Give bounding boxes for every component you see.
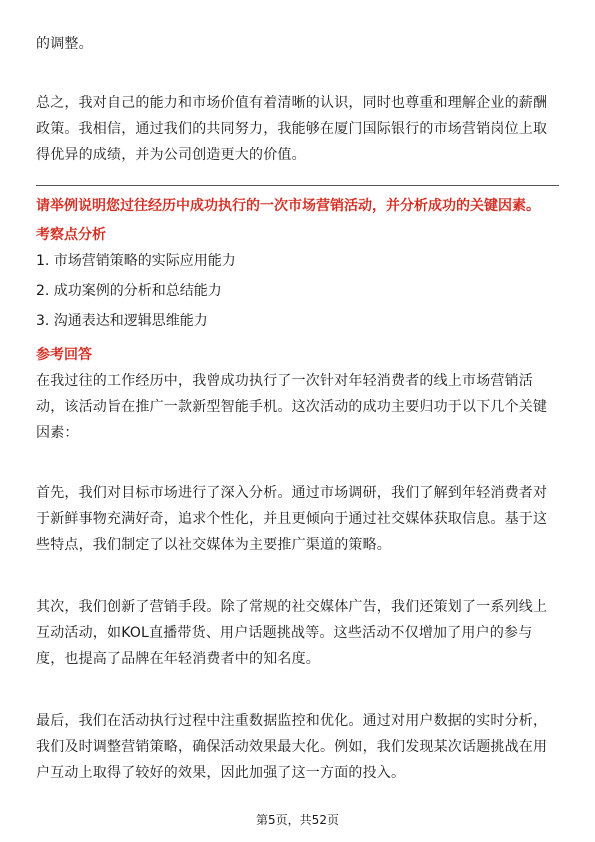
analysis-point: 1. 市场营销策略的实际应用能力 <box>36 253 236 269</box>
answer-paragraph: 在我过往的工作经历中，我曾成功执行了一次针对年轻消费者的线上市场营销活动，该活动旨在推广一款新型智能手机。这次活动的成功主要归功于以下几个关键因素： <box>36 373 548 441</box>
interview-question: 请举例说明您过往经历中成功执行的一次市场营销活动，并分析成功的关键因素。 <box>36 198 540 214</box>
analysis-point: 3. 沟通表达和逻辑思维能力 <box>36 313 208 329</box>
answer-paragraph: 首先，我们对目标市场进行了深入分析。通过市场调研，我们了解到年轻消费者对于新鲜事物充满好奇，追求个性化，并且更倾向于通过社交媒体获取信息。基于这些特点，我们制定了以社交媒体为主要推广渠道的策略。 <box>36 485 548 553</box>
page-number: 第5页，共52页 <box>256 813 339 827</box>
analysis-title: 考察点分析 <box>36 227 106 243</box>
intro-tail-text: 的调整。 <box>36 36 93 52</box>
analysis-point: 2. 成功案例的分析和总结能力 <box>36 283 222 299</box>
answer-paragraph: 最后，我们在活动执行过程中注重数据监控和优化。通过对用户数据的实时分析，我们及时调整营销策略，确保活动效果最大化。例如，我们发现某次话题挑战在用户互动上取得了较好的效果，因此加强了这一方面的投入。 <box>36 713 548 781</box>
answer-paragraph: 其次，我们创新了营销手段。除了常规的社交媒体广告，我们还策划了一系列线上互动活动，如KOL直播带货、用户话题挑战等。这些活动不仅增加了用户的参与度，也提高了品牌在年轻消费者中的知名度。 <box>36 599 548 667</box>
answer-title: 参考回答 <box>36 347 92 363</box>
summary-paragraph: 总之，我对自己的能力和市场价值有着清晰的认识，同时也尊重和理解企业的薪酬政策。我相信，通过我们的共同努力，我能够在厦门国际银行的市场营销岗位上取得优异的成绩，并为公司创造更大的价值。 <box>36 95 548 163</box>
section-divider <box>36 185 559 186</box>
